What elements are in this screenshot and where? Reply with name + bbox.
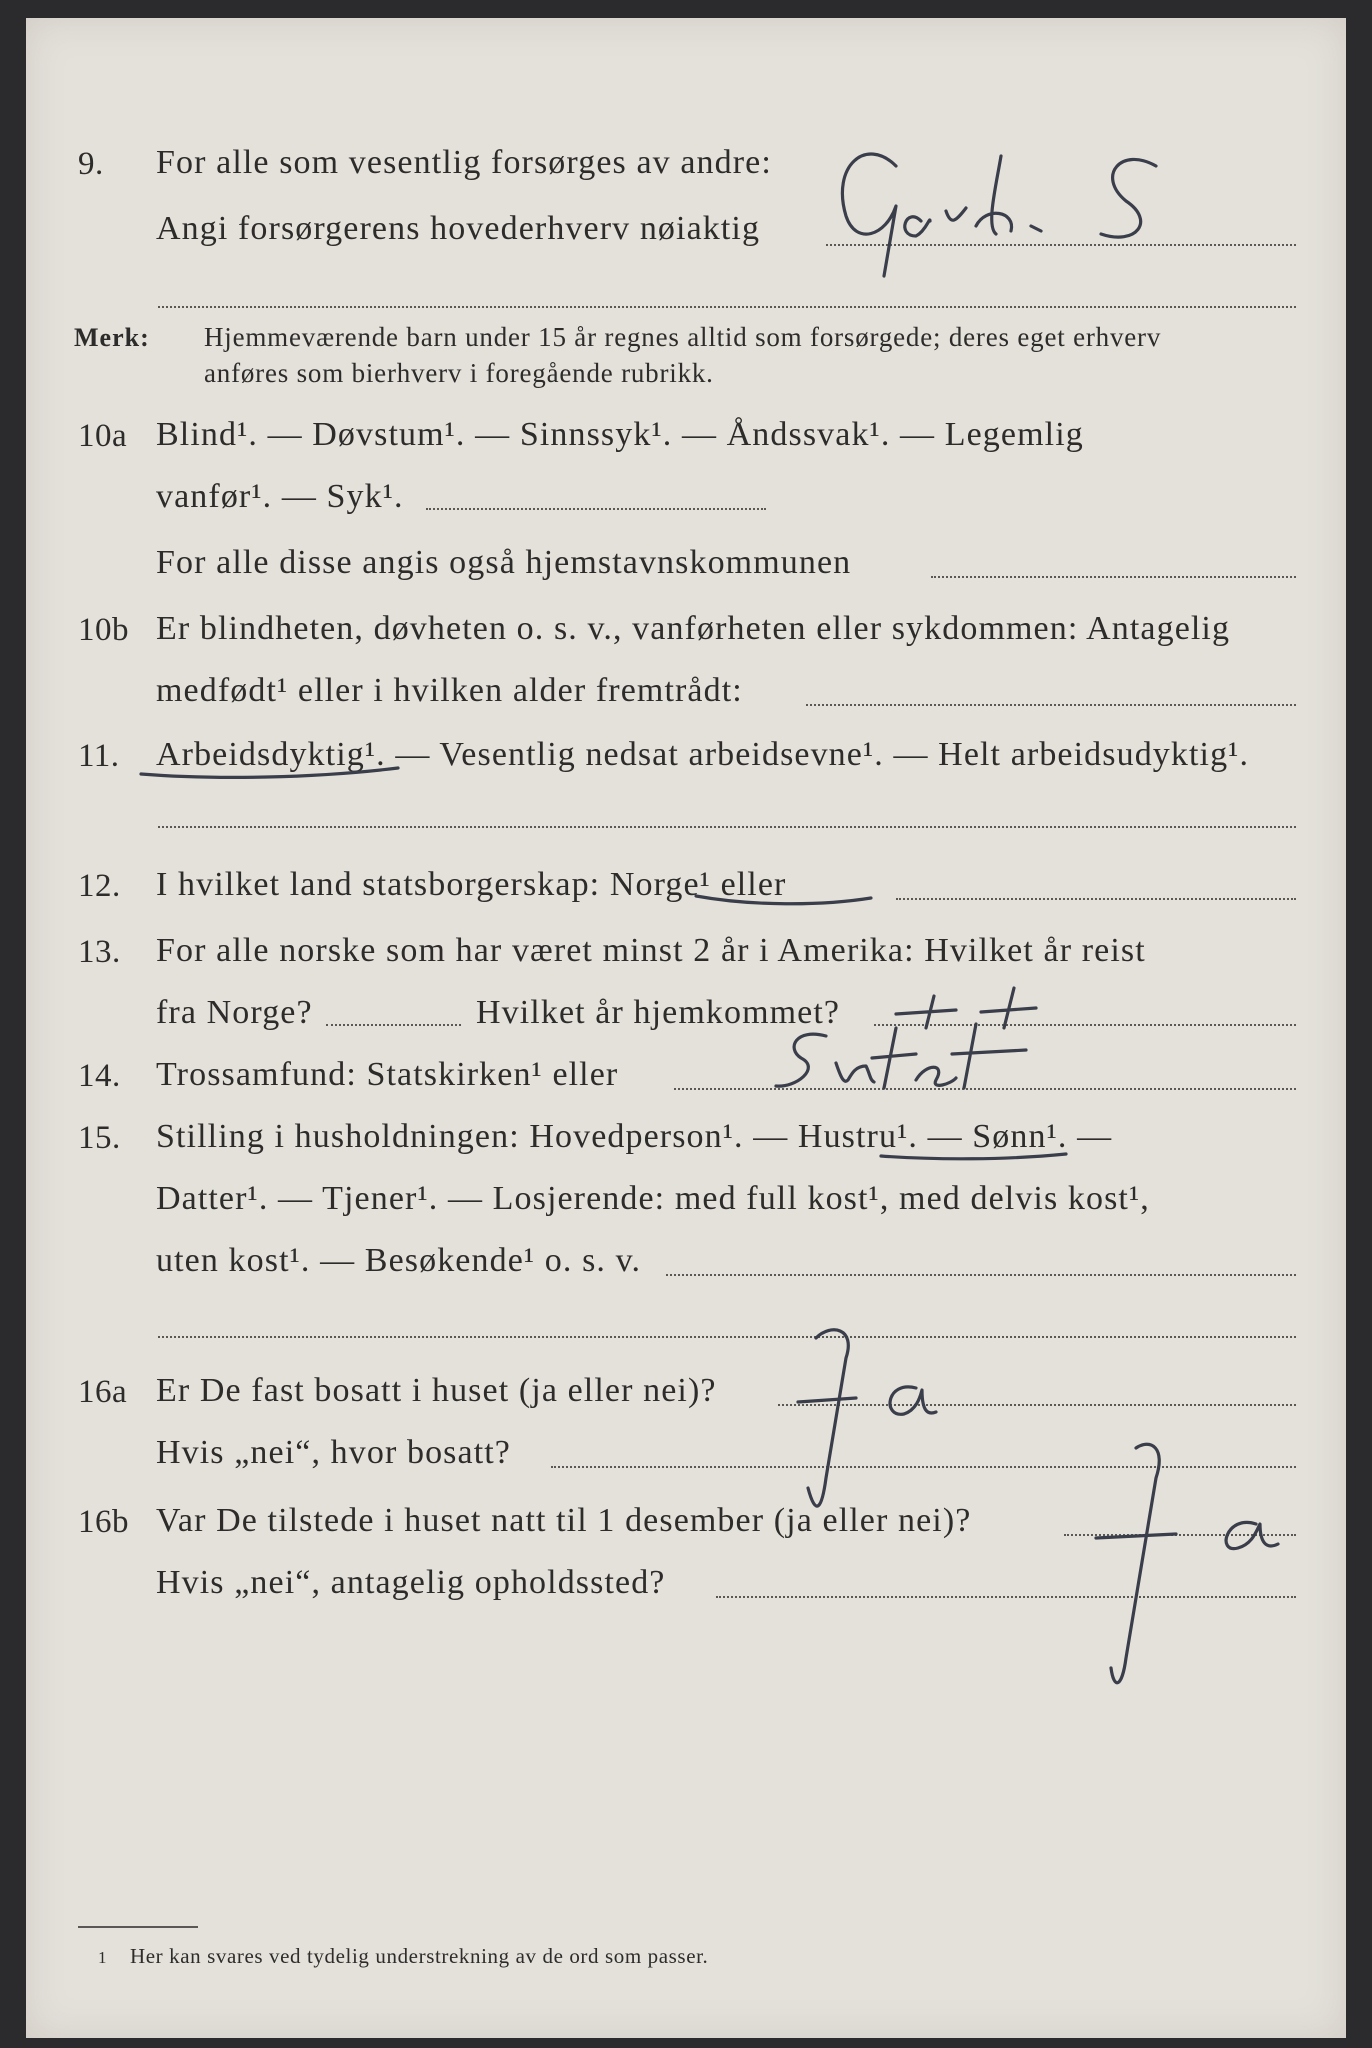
footnote-rule bbox=[78, 1926, 198, 1928]
q15-extra-line bbox=[158, 1336, 1296, 1338]
q16b-line2: Hvis „nei“, antagelig opholdssted? bbox=[156, 1564, 666, 1601]
q14-number: 14. bbox=[78, 1058, 121, 1094]
q9-number: 9. bbox=[78, 146, 104, 182]
q12-line1: I hvilket land statsborgerskap: Norge¹ eller bbox=[156, 866, 787, 903]
merk-label: Merk: bbox=[74, 323, 150, 352]
q10a-syk-line bbox=[426, 508, 766, 510]
q15-line1: Stilling i husholdningen: Hovedperson¹. — Hustru¹. — Sønn¹. — bbox=[156, 1118, 1113, 1155]
q11-line1: Arbeidsdyktig¹. — Vesentlig nedsat arbeidsevne¹. — Helt arbeidsudyktig¹. bbox=[156, 736, 1250, 773]
q12-number: 12. bbox=[78, 868, 121, 904]
q9-line2: Angi forsørgerens hovederhverv nøiaktig bbox=[156, 210, 761, 247]
q10a-line1: Blind¹. — Døvstum¹. — Sinnssyk¹. — Åndssvak¹. — Legemlig bbox=[156, 416, 1084, 453]
q11-extra-line bbox=[158, 826, 1296, 828]
footnote-text: Her kan svares ved tydelig understrekning av de ord som passer. bbox=[130, 1944, 709, 1968]
q10a-line2: vanfør¹. — Syk¹. bbox=[156, 478, 404, 515]
q9-line1: For alle som vesentlig forsørges av andre: bbox=[156, 144, 772, 181]
q14-handwritten-answer bbox=[766, 1018, 1086, 1108]
q14-line1: Trossamfund: Statskirken¹ eller bbox=[156, 1056, 619, 1093]
q13-number: 13. bbox=[78, 934, 121, 970]
q9-handwritten-answer bbox=[826, 126, 1206, 296]
q15-answer-line bbox=[666, 1274, 1296, 1276]
q10b-line1: Er blindheten, døvheten o. s. v., vanførheten eller sykdommen: Antagelig bbox=[156, 610, 1231, 647]
footnote-mark: 1 bbox=[98, 1948, 108, 1967]
q10a-kommune-line bbox=[931, 576, 1296, 578]
merk-line1: Hjemmeværende barn under 15 år regnes alltid som forsørgede; deres eget erhverv bbox=[204, 322, 1162, 352]
q16b-handwritten-answer bbox=[1056, 1438, 1316, 1718]
q9-extra-line bbox=[158, 306, 1296, 308]
merk-line2: anføres som bierhverv i foregående rubrikk. bbox=[204, 358, 714, 388]
q10b-answer-line bbox=[806, 704, 1296, 706]
q16a-line1: Er De fast bosatt i huset (ja eller nei)? bbox=[156, 1372, 717, 1409]
q12-underline-mark bbox=[691, 884, 891, 914]
q15-number: 15. bbox=[78, 1120, 121, 1156]
q12-answer-line bbox=[896, 898, 1296, 900]
q16a-line2: Hvis „nei“, hvor bosatt? bbox=[156, 1434, 511, 1471]
q11-underline-mark bbox=[136, 756, 406, 786]
census-form-page bbox=[26, 18, 1346, 2038]
q13-line2b: Hvilket år hjemkommet? bbox=[476, 994, 841, 1031]
q15-underline-mark bbox=[876, 1142, 1076, 1172]
q10b-line2: medfødt¹ eller i hvilken alder fremtrådt: bbox=[156, 672, 743, 709]
q15-line2: Datter¹. — Tjener¹. — Losjerende: med full kost¹, med delvis kost¹, bbox=[156, 1180, 1150, 1217]
q13-reist-line bbox=[326, 1024, 461, 1026]
q13-line2a: fra Norge? bbox=[156, 994, 313, 1031]
q10a-number: 10a bbox=[78, 418, 128, 454]
q10a-line3: For alle disse angis også hjemstavnskommunen bbox=[156, 544, 852, 581]
q15-line3: uten kost¹. — Besøkende¹ o. s. v. bbox=[156, 1242, 642, 1279]
q16b-number: 16b bbox=[78, 1504, 129, 1540]
q10b-number: 10b bbox=[78, 612, 129, 648]
q11-number: 11. bbox=[78, 738, 120, 774]
q16a-number: 16a bbox=[78, 1374, 128, 1410]
q16b-line1: Var De tilstede i huset natt til 1 desember (ja eller nei)? bbox=[156, 1502, 972, 1539]
q13-line1: For alle norske som har været minst 2 år i Amerika: Hvilket år reist bbox=[156, 932, 1146, 969]
